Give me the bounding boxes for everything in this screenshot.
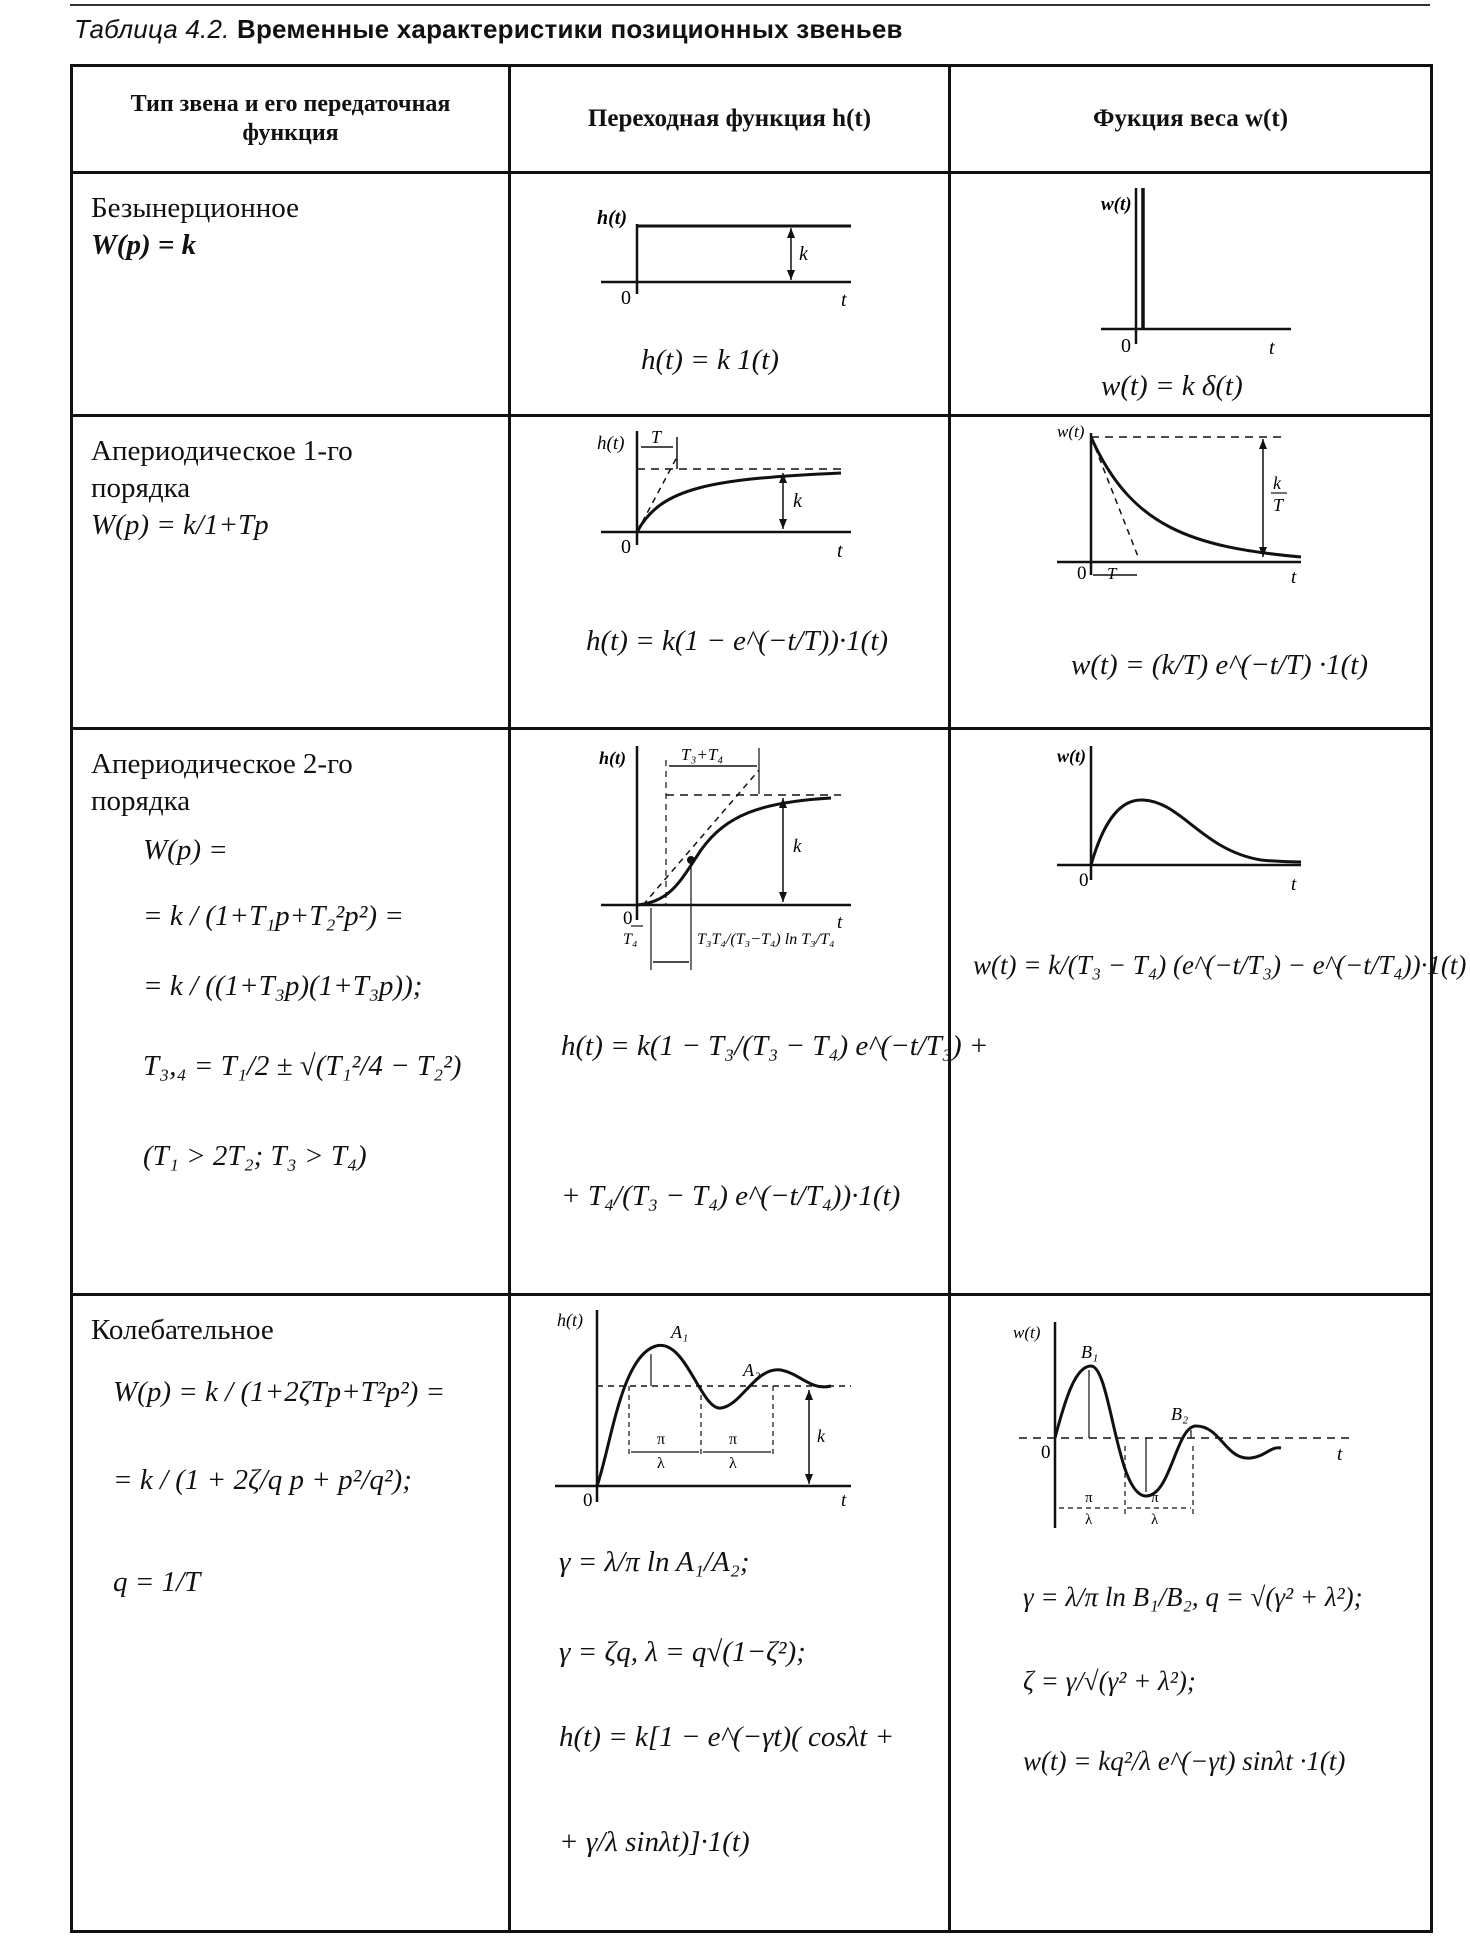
- row4-type-cell: [72, 1295, 510, 1932]
- svg-text:k: k: [1273, 473, 1281, 493]
- row4-name: Колебательное: [91, 1314, 274, 1346]
- row3-tf-line5: (T₁ > 2T₂; T₃ > T₄): [143, 1140, 367, 1172]
- svg-text:0: 0: [1079, 870, 1089, 890]
- row3-h-annot-2: T₃T₄/(T₃−T₄) ln T₃/T₄: [697, 931, 835, 948]
- row1-h-cell: [510, 173, 950, 416]
- row1-type-cell: [72, 173, 510, 416]
- svg-text:T: T: [1273, 495, 1284, 515]
- row1-name: Безынерционное: [91, 192, 300, 224]
- row-inertialess: [72, 173, 1432, 416]
- row-aperiodic-2: [72, 729, 1432, 1295]
- svg-text:0: 0: [623, 908, 633, 929]
- row3-tf-line3: = k / ((1+T₃p)(1+T₃p));: [143, 970, 423, 1002]
- row4-h-graph: [511, 1296, 951, 1526]
- svg-text:h(t): h(t): [557, 1310, 583, 1330]
- row2-h-cell: [510, 416, 950, 729]
- row1-w-formula: w(t) = k δ(t): [1101, 370, 1243, 402]
- row2-h-formula: h(t) = k(1 − e^(−t/T))·1(t): [586, 625, 889, 657]
- svg-text:λ: λ: [1085, 1512, 1093, 1528]
- row4-tf-line3: q = 1/T: [113, 1566, 201, 1598]
- svg-text:T: T: [651, 427, 662, 447]
- svg-text:h(t): h(t): [597, 433, 625, 454]
- row2-w-formula: w(t) = (k/T) e^(−t/T) ·1(t): [1071, 649, 1369, 681]
- row2-name: Апериодическое 1-го порядка: [91, 435, 353, 505]
- svg-text:t: t: [1269, 337, 1275, 359]
- svg-text:0: 0: [583, 1490, 593, 1511]
- row4-h-label-a2: A₂: [743, 1360, 761, 1380]
- caption-number: Таблица 4.2.: [74, 14, 230, 44]
- row1-h-formula: h(t) = k 1(t): [641, 344, 779, 376]
- row2-tf: W(p) = k/1+Tp: [91, 509, 269, 542]
- svg-text:k: k: [817, 1426, 825, 1446]
- header-weight-function: Фукция веса w(t): [950, 66, 1432, 173]
- svg-text:T₄: T₄: [623, 931, 638, 948]
- row1-w-cell: [950, 173, 1432, 416]
- row4-tf-line2: = k / (1 + 2ζ/q p + p²/q²);: [113, 1464, 412, 1496]
- row3-w-formula: w(t) = k/(T₃ − T₄) (e^(−t/T₃) − e^(−t/T₄))·1(t): [973, 950, 1467, 980]
- svg-text:w(t): w(t): [1057, 422, 1085, 441]
- row4-w-graph: [951, 1296, 1433, 1536]
- row4-tf-line1: W(p) = k / (1+2ζTp+T²p²) =: [113, 1376, 446, 1408]
- svg-text:t: t: [841, 1490, 847, 1511]
- row4-h-label-a1: A₁: [671, 1322, 689, 1342]
- svg-text:h(t): h(t): [599, 748, 626, 768]
- row4-h-formula-2: γ = ζq, λ = q√(1−ζ²);: [559, 1636, 806, 1668]
- row-oscillatory: [72, 1295, 1432, 1932]
- row3-h-annot-1: T₃+T₄: [681, 745, 724, 764]
- top-rule: [70, 4, 1430, 6]
- svg-text:t: t: [1291, 567, 1297, 588]
- svg-text:w(t): w(t): [1013, 1323, 1041, 1342]
- caption-title: Временные характеристики позиционных звеньев: [237, 14, 903, 44]
- svg-text:t: t: [841, 289, 847, 311]
- row3-tf-line1: W(p) =: [143, 834, 228, 866]
- svg-text:T: T: [1107, 564, 1117, 583]
- svg-text:t: t: [837, 540, 843, 562]
- row4-h-formula-3: h(t) = k[1 − e^(−γt)( cosλt +: [559, 1721, 895, 1753]
- svg-text:0: 0: [621, 287, 631, 309]
- row3-tf-line4: T₃,₄ = T₁/2 ± √(T₁²/4 − T₂²): [143, 1050, 462, 1082]
- row3-h-cell: [510, 729, 989, 1295]
- row2-w-cell: [950, 416, 1432, 729]
- row4-h-cell: [510, 1295, 950, 1932]
- svg-text:t: t: [837, 912, 843, 933]
- svg-text:0: 0: [1041, 1442, 1051, 1463]
- svg-text:k: k: [799, 243, 808, 265]
- svg-text:0: 0: [1121, 335, 1131, 357]
- row3-w-cell: [950, 729, 1467, 1295]
- row4-w-label-b1: B₁: [1081, 1342, 1099, 1362]
- row-aperiodic-1: [72, 416, 1432, 729]
- row4-h-formula-1: γ = λ/π ln A₁/A₂;: [559, 1546, 750, 1578]
- svg-text:w(t): w(t): [1101, 194, 1132, 215]
- svg-text:0: 0: [1077, 563, 1087, 584]
- row4-w-formula-2: ζ = γ/√(γ² + λ²);: [1023, 1666, 1196, 1696]
- row4-w-formula-3: w(t) = kq²/λ e^(−γt) sinλt ·1(t): [1023, 1746, 1346, 1776]
- characteristics-table: [70, 64, 1467, 1933]
- svg-text:t: t: [1291, 874, 1297, 890]
- svg-text:k: k: [793, 836, 802, 857]
- row4-w-formula-1: γ = λ/π ln B₁/B₂, q = √(γ² + λ²);: [1023, 1582, 1363, 1612]
- svg-text:π: π: [657, 1431, 666, 1448]
- row2-type-cell: [72, 416, 510, 729]
- table-caption: [74, 14, 903, 45]
- row4-w-cell: [950, 1295, 1432, 1932]
- svg-text:h(t): h(t): [597, 207, 627, 229]
- row3-name: Апериодическое 2-го порядка: [91, 748, 353, 818]
- row3-h-formula-2: + T₄/(T₃ − T₄) e^(−t/T₄))·1(t): [561, 1180, 901, 1212]
- row4-h-formula-4: + γ/λ sinλt)]·1(t): [559, 1826, 750, 1858]
- svg-text:w(t): w(t): [1057, 746, 1086, 766]
- svg-text:λ: λ: [1151, 1512, 1159, 1528]
- svg-text:k: k: [793, 490, 802, 512]
- svg-text:π: π: [729, 1431, 738, 1448]
- svg-text:π: π: [1151, 1490, 1159, 1506]
- row1-tf: W(p) = k: [91, 229, 197, 262]
- svg-text:0: 0: [621, 536, 631, 558]
- row2-h-graph: [511, 417, 951, 722]
- row3-type-cell: [72, 729, 510, 1295]
- svg-text:λ: λ: [729, 1455, 737, 1472]
- row3-tf-line2: = k / (1+T₁p+T₂²p²) =: [143, 900, 404, 932]
- header-link-type: Тип звена и его передаточная функция: [72, 66, 510, 173]
- header-step-response: Переходная функция h(t): [510, 66, 950, 173]
- row4-w-label-b2: B₂: [1171, 1404, 1189, 1424]
- svg-text:π: π: [1085, 1490, 1093, 1506]
- header-row: [72, 66, 1432, 173]
- svg-text:λ: λ: [657, 1455, 665, 1472]
- row3-w-graph: [951, 730, 1433, 890]
- row3-h-formula-1: h(t) = k(1 − T₃/(T₃ − T₄) e^(−t/T₃) +: [561, 1030, 989, 1062]
- row3-h-graph: [511, 730, 951, 1030]
- svg-text:t: t: [1337, 1444, 1343, 1465]
